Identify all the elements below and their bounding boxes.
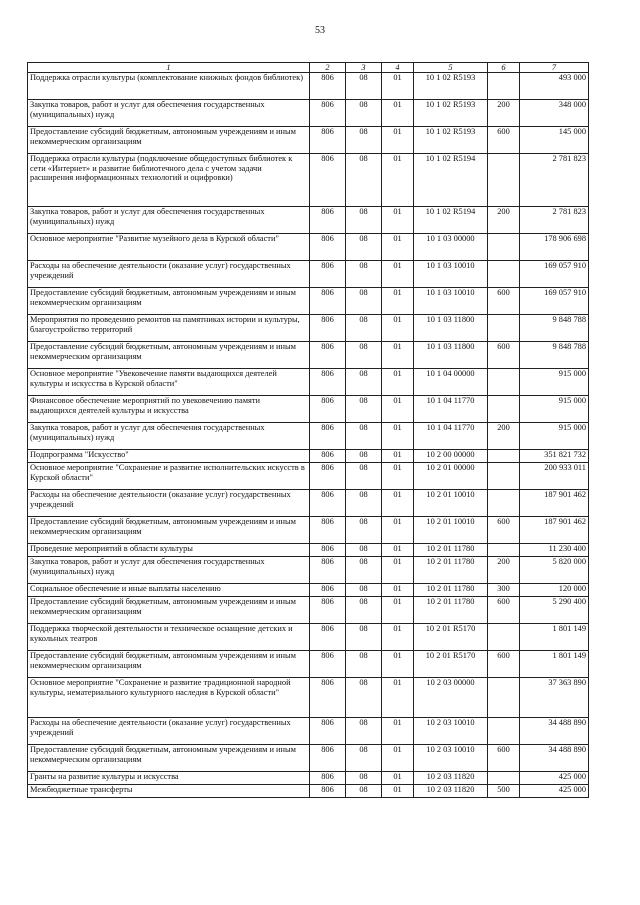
cell-section: 08 bbox=[346, 745, 382, 772]
cell-section: 08 bbox=[346, 584, 382, 597]
cell-expense-type bbox=[488, 154, 520, 207]
cell-expense-type bbox=[488, 261, 520, 288]
cell-admin-code: 806 bbox=[310, 678, 346, 718]
cell-section: 08 bbox=[346, 544, 382, 557]
cell-subsection: 01 bbox=[382, 396, 414, 423]
cell-amount: 425 000 bbox=[520, 785, 589, 798]
cell-amount: 34 488 890 bbox=[520, 745, 589, 772]
cell-section: 08 bbox=[346, 73, 382, 100]
page-number: 53 bbox=[315, 25, 325, 36]
cell-section: 08 bbox=[346, 261, 382, 288]
cell-subsection: 01 bbox=[382, 490, 414, 517]
cell-section: 08 bbox=[346, 154, 382, 207]
cell-subsection: 01 bbox=[382, 234, 414, 261]
cell-name: Проведение мероприятий в области культуры bbox=[28, 544, 310, 557]
cell-amount: 11 230 400 bbox=[520, 544, 589, 557]
table-row bbox=[28, 154, 589, 207]
cell-subsection: 01 bbox=[382, 624, 414, 651]
cell-section: 08 bbox=[346, 785, 382, 798]
cell-expense-type: 200 bbox=[488, 100, 520, 127]
cell-subsection: 01 bbox=[382, 718, 414, 745]
cell-expense-type bbox=[488, 396, 520, 423]
cell-subsection: 01 bbox=[382, 544, 414, 557]
cell-target-article: 10 2 01 11780 bbox=[414, 597, 488, 624]
cell-name: Предоставление субсидий бюджетным, автономным учреждениям и иным некоммерческим организациям bbox=[28, 342, 310, 369]
cell-target-article: 10 2 01 11780 bbox=[414, 584, 488, 597]
cell-name: Основное мероприятие "Сохранение и развитие традиционной народной культуры, нематериального культурного наследия в Курской области" bbox=[28, 678, 310, 718]
cell-amount: 34 488 890 bbox=[520, 718, 589, 745]
cell-name: Закупка товаров, работ и услуг для обеспечения государственных (муниципальных) нужд bbox=[28, 423, 310, 450]
col-header-4: 4 bbox=[382, 63, 414, 73]
cell-admin-code: 806 bbox=[310, 127, 346, 154]
cell-amount: 493 000 bbox=[520, 73, 589, 100]
cell-name: Расходы на обеспечение деятельности (оказание услуг) государственных учреждений bbox=[28, 261, 310, 288]
cell-expense-type bbox=[488, 450, 520, 463]
table-row bbox=[28, 315, 589, 342]
cell-name: Предоставление субсидий бюджетным, автономным учреждениям и иным некоммерческим организациям bbox=[28, 597, 310, 624]
column-number-row bbox=[28, 63, 589, 73]
cell-target-article: 10 1 02 R5193 bbox=[414, 127, 488, 154]
cell-target-article: 10 1 02 R5193 bbox=[414, 73, 488, 100]
cell-admin-code: 806 bbox=[310, 517, 346, 544]
cell-name: Предоставление субсидий бюджетным, автономным учреждениям и иным некоммерческим организациям bbox=[28, 288, 310, 315]
cell-target-article: 10 1 04 00000 bbox=[414, 369, 488, 396]
cell-expense-type: 500 bbox=[488, 785, 520, 798]
cell-target-article: 10 1 02 R5193 bbox=[414, 100, 488, 127]
table-row bbox=[28, 288, 589, 315]
cell-section: 08 bbox=[346, 450, 382, 463]
cell-expense-type: 600 bbox=[488, 745, 520, 772]
cell-expense-type: 600 bbox=[488, 342, 520, 369]
table-row bbox=[28, 207, 589, 234]
table-row bbox=[28, 450, 589, 463]
table-row bbox=[28, 463, 589, 490]
table-row bbox=[28, 127, 589, 154]
cell-admin-code: 806 bbox=[310, 785, 346, 798]
cell-admin-code: 806 bbox=[310, 315, 346, 342]
cell-target-article: 10 1 02 R5194 bbox=[414, 154, 488, 207]
cell-admin-code: 806 bbox=[310, 772, 346, 785]
cell-admin-code: 806 bbox=[310, 261, 346, 288]
cell-admin-code: 806 bbox=[310, 154, 346, 207]
cell-admin-code: 806 bbox=[310, 584, 346, 597]
table-row bbox=[28, 261, 589, 288]
cell-amount: 187 901 462 bbox=[520, 517, 589, 544]
cell-expense-type: 600 bbox=[488, 651, 520, 678]
cell-admin-code: 806 bbox=[310, 463, 346, 490]
cell-admin-code: 806 bbox=[310, 490, 346, 517]
cell-target-article: 10 2 03 10010 bbox=[414, 745, 488, 772]
cell-name: Основное мероприятие "Развитие музейного дела в Курской области" bbox=[28, 234, 310, 261]
table-row bbox=[28, 718, 589, 745]
cell-amount: 145 000 bbox=[520, 127, 589, 154]
cell-section: 08 bbox=[346, 369, 382, 396]
cell-amount: 200 933 011 bbox=[520, 463, 589, 490]
cell-amount: 425 000 bbox=[520, 772, 589, 785]
cell-section: 08 bbox=[346, 678, 382, 718]
cell-name: Мероприятия по проведению ремонтов на памятниках истории и культуры, благоустройство территорий bbox=[28, 315, 310, 342]
cell-name: Межбюджетные трансферты bbox=[28, 785, 310, 798]
table-row bbox=[28, 234, 589, 261]
cell-section: 08 bbox=[346, 557, 382, 584]
cell-name: Поддержка творческой деятельности и техническое оснащение детских и кукольных театров bbox=[28, 624, 310, 651]
cell-target-article: 10 2 03 00000 bbox=[414, 678, 488, 718]
cell-target-article: 10 2 01 10010 bbox=[414, 490, 488, 517]
cell-section: 08 bbox=[346, 718, 382, 745]
cell-target-article: 10 2 03 11820 bbox=[414, 772, 488, 785]
col-header-5: 5 bbox=[414, 63, 488, 73]
cell-expense-type: 200 bbox=[488, 423, 520, 450]
cell-target-article: 10 1 02 R5194 bbox=[414, 207, 488, 234]
cell-expense-type: 600 bbox=[488, 517, 520, 544]
table-body bbox=[28, 73, 589, 798]
cell-target-article: 10 1 03 11800 bbox=[414, 342, 488, 369]
col-header-1: 1 bbox=[28, 63, 310, 73]
table-row bbox=[28, 557, 589, 584]
cell-amount: 1 801 149 bbox=[520, 624, 589, 651]
cell-amount: 9 848 788 bbox=[520, 315, 589, 342]
cell-expense-type bbox=[488, 369, 520, 396]
cell-section: 08 bbox=[346, 651, 382, 678]
cell-name: Поддержка отрасли культуры (подключение общедоступных библиотек к сети «Интернет» и развитие библиотечного дела с учетом задачи расширения информационных технологий и оцифровки) bbox=[28, 154, 310, 207]
col-header-7: 7 bbox=[520, 63, 589, 73]
cell-subsection: 01 bbox=[382, 288, 414, 315]
cell-amount: 2 781 823 bbox=[520, 207, 589, 234]
cell-section: 08 bbox=[346, 463, 382, 490]
cell-subsection: 01 bbox=[382, 651, 414, 678]
cell-admin-code: 806 bbox=[310, 423, 346, 450]
cell-expense-type bbox=[488, 315, 520, 342]
cell-section: 08 bbox=[346, 342, 382, 369]
table-row bbox=[28, 624, 589, 651]
cell-amount: 187 901 462 bbox=[520, 490, 589, 517]
cell-section: 08 bbox=[346, 423, 382, 450]
cell-name: Гранты на развитие культуры и искусства bbox=[28, 772, 310, 785]
cell-section: 08 bbox=[346, 396, 382, 423]
cell-admin-code: 806 bbox=[310, 557, 346, 584]
cell-expense-type bbox=[488, 490, 520, 517]
cell-section: 08 bbox=[346, 624, 382, 651]
table-row bbox=[28, 490, 589, 517]
table-row bbox=[28, 369, 589, 396]
table-row bbox=[28, 651, 589, 678]
cell-amount: 9 848 788 bbox=[520, 342, 589, 369]
cell-subsection: 01 bbox=[382, 772, 414, 785]
cell-name: Закупка товаров, работ и услуг для обеспечения государственных (муниципальных) нужд bbox=[28, 557, 310, 584]
cell-subsection: 01 bbox=[382, 315, 414, 342]
table-row bbox=[28, 396, 589, 423]
cell-expense-type: 300 bbox=[488, 584, 520, 597]
cell-subsection: 01 bbox=[382, 423, 414, 450]
cell-section: 08 bbox=[346, 127, 382, 154]
cell-subsection: 01 bbox=[382, 517, 414, 544]
cell-amount: 1 801 149 bbox=[520, 651, 589, 678]
cell-amount: 37 363 890 bbox=[520, 678, 589, 718]
cell-subsection: 01 bbox=[382, 584, 414, 597]
cell-amount: 5 820 000 bbox=[520, 557, 589, 584]
cell-name: Предоставление субсидий бюджетным, автономным учреждениям и иным некоммерческим организациям bbox=[28, 517, 310, 544]
cell-expense-type: 600 bbox=[488, 597, 520, 624]
table-row bbox=[28, 597, 589, 624]
cell-target-article: 10 2 01 11780 bbox=[414, 544, 488, 557]
cell-admin-code: 806 bbox=[310, 597, 346, 624]
cell-target-article: 10 2 01 R5170 bbox=[414, 624, 488, 651]
table-row bbox=[28, 73, 589, 100]
cell-admin-code: 806 bbox=[310, 544, 346, 557]
budget-table bbox=[27, 62, 589, 798]
table-row bbox=[28, 584, 589, 597]
cell-amount: 169 057 910 bbox=[520, 261, 589, 288]
cell-admin-code: 806 bbox=[310, 369, 346, 396]
col-header-2: 2 bbox=[310, 63, 346, 73]
cell-name: Финансовое обеспечение мероприятий по увековечению памяти выдающихся деятелей культуры и искусства bbox=[28, 396, 310, 423]
col-header-3: 3 bbox=[346, 63, 382, 73]
col-header-6: 6 bbox=[488, 63, 520, 73]
cell-name: Подпрограмма "Искусство" bbox=[28, 450, 310, 463]
cell-target-article: 10 1 03 00000 bbox=[414, 234, 488, 261]
cell-expense-type bbox=[488, 73, 520, 100]
cell-expense-type: 200 bbox=[488, 557, 520, 584]
cell-section: 08 bbox=[346, 207, 382, 234]
cell-name: Предоставление субсидий бюджетным, автономным учреждениям и иным некоммерческим организациям bbox=[28, 745, 310, 772]
table-row bbox=[28, 772, 589, 785]
cell-target-article: 10 2 03 11820 bbox=[414, 785, 488, 798]
cell-admin-code: 806 bbox=[310, 396, 346, 423]
cell-target-article: 10 1 03 10010 bbox=[414, 261, 488, 288]
cell-expense-type bbox=[488, 772, 520, 785]
cell-subsection: 01 bbox=[382, 261, 414, 288]
cell-subsection: 01 bbox=[382, 450, 414, 463]
cell-section: 08 bbox=[346, 234, 382, 261]
cell-admin-code: 806 bbox=[310, 100, 346, 127]
cell-target-article: 10 2 01 00000 bbox=[414, 463, 488, 490]
table-row bbox=[28, 517, 589, 544]
cell-expense-type: 200 bbox=[488, 207, 520, 234]
cell-admin-code: 806 bbox=[310, 234, 346, 261]
table-row bbox=[28, 678, 589, 718]
cell-name: Расходы на обеспечение деятельности (оказание услуг) государственных учреждений bbox=[28, 490, 310, 517]
cell-section: 08 bbox=[346, 597, 382, 624]
cell-amount: 915 000 bbox=[520, 369, 589, 396]
table-row bbox=[28, 423, 589, 450]
cell-subsection: 01 bbox=[382, 745, 414, 772]
cell-subsection: 01 bbox=[382, 557, 414, 584]
cell-section: 08 bbox=[346, 772, 382, 785]
cell-subsection: 01 bbox=[382, 207, 414, 234]
cell-section: 08 bbox=[346, 288, 382, 315]
cell-expense-type bbox=[488, 718, 520, 745]
cell-target-article: 10 1 04 11770 bbox=[414, 423, 488, 450]
cell-subsection: 01 bbox=[382, 463, 414, 490]
cell-expense-type: 600 bbox=[488, 288, 520, 315]
cell-target-article: 10 2 01 11780 bbox=[414, 557, 488, 584]
cell-name: Расходы на обеспечение деятельности (оказание услуг) государственных учреждений bbox=[28, 718, 310, 745]
cell-admin-code: 806 bbox=[310, 745, 346, 772]
cell-target-article: 10 2 01 10010 bbox=[414, 517, 488, 544]
cell-target-article: 10 2 01 R5170 bbox=[414, 651, 488, 678]
cell-expense-type bbox=[488, 463, 520, 490]
cell-expense-type bbox=[488, 624, 520, 651]
cell-subsection: 01 bbox=[382, 785, 414, 798]
table-row bbox=[28, 544, 589, 557]
cell-target-article: 10 2 03 10010 bbox=[414, 718, 488, 745]
cell-amount: 120 000 bbox=[520, 584, 589, 597]
cell-expense-type bbox=[488, 234, 520, 261]
table-row bbox=[28, 100, 589, 127]
cell-amount: 5 290 400 bbox=[520, 597, 589, 624]
cell-admin-code: 806 bbox=[310, 651, 346, 678]
cell-section: 08 bbox=[346, 490, 382, 517]
cell-subsection: 01 bbox=[382, 597, 414, 624]
table-row bbox=[28, 342, 589, 369]
cell-name: Предоставление субсидий бюджетным, автономным учреждениям и иным некоммерческим организациям bbox=[28, 127, 310, 154]
cell-amount: 169 057 910 bbox=[520, 288, 589, 315]
cell-expense-type bbox=[488, 678, 520, 718]
table-row bbox=[28, 745, 589, 772]
cell-admin-code: 806 bbox=[310, 450, 346, 463]
cell-subsection: 01 bbox=[382, 73, 414, 100]
cell-amount: 348 000 bbox=[520, 100, 589, 127]
cell-name: Поддержка отрасли культуры (комплектование книжных фондов библиотек) bbox=[28, 73, 310, 100]
cell-amount: 915 000 bbox=[520, 423, 589, 450]
cell-amount: 178 906 698 bbox=[520, 234, 589, 261]
cell-target-article: 10 1 03 11800 bbox=[414, 315, 488, 342]
cell-name: Предоставление субсидий бюджетным, автономным учреждениям и иным некоммерческим организациям bbox=[28, 651, 310, 678]
cell-target-article: 10 2 00 00000 bbox=[414, 450, 488, 463]
cell-subsection: 01 bbox=[382, 342, 414, 369]
cell-section: 08 bbox=[346, 315, 382, 342]
cell-subsection: 01 bbox=[382, 678, 414, 718]
cell-amount: 915 000 bbox=[520, 396, 589, 423]
cell-admin-code: 806 bbox=[310, 718, 346, 745]
cell-expense-type: 600 bbox=[488, 127, 520, 154]
cell-admin-code: 806 bbox=[310, 73, 346, 100]
cell-name: Основное мероприятие "Сохранение и развитие исполнительских искусств в Курской области" bbox=[28, 463, 310, 490]
cell-name: Социальное обеспечение и иные выплаты населению bbox=[28, 584, 310, 597]
cell-admin-code: 806 bbox=[310, 288, 346, 315]
cell-section: 08 bbox=[346, 100, 382, 127]
cell-subsection: 01 bbox=[382, 100, 414, 127]
cell-name: Закупка товаров, работ и услуг для обеспечения государственных (муниципальных) нужд bbox=[28, 207, 310, 234]
cell-subsection: 01 bbox=[382, 154, 414, 207]
cell-name: Основное мероприятие "Увековечение памяти выдающихся деятелей культуры и искусства в Курской области" bbox=[28, 369, 310, 396]
cell-amount: 351 821 732 bbox=[520, 450, 589, 463]
cell-admin-code: 806 bbox=[310, 342, 346, 369]
cell-subsection: 01 bbox=[382, 127, 414, 154]
cell-admin-code: 806 bbox=[310, 624, 346, 651]
cell-admin-code: 806 bbox=[310, 207, 346, 234]
cell-amount: 2 781 823 bbox=[520, 154, 589, 207]
cell-target-article: 10 1 04 11770 bbox=[414, 396, 488, 423]
cell-expense-type bbox=[488, 544, 520, 557]
cell-name: Закупка товаров, работ и услуг для обеспечения государственных (муниципальных) нужд bbox=[28, 100, 310, 127]
cell-subsection: 01 bbox=[382, 369, 414, 396]
cell-section: 08 bbox=[346, 517, 382, 544]
cell-target-article: 10 1 03 10010 bbox=[414, 288, 488, 315]
table-row bbox=[28, 785, 589, 798]
